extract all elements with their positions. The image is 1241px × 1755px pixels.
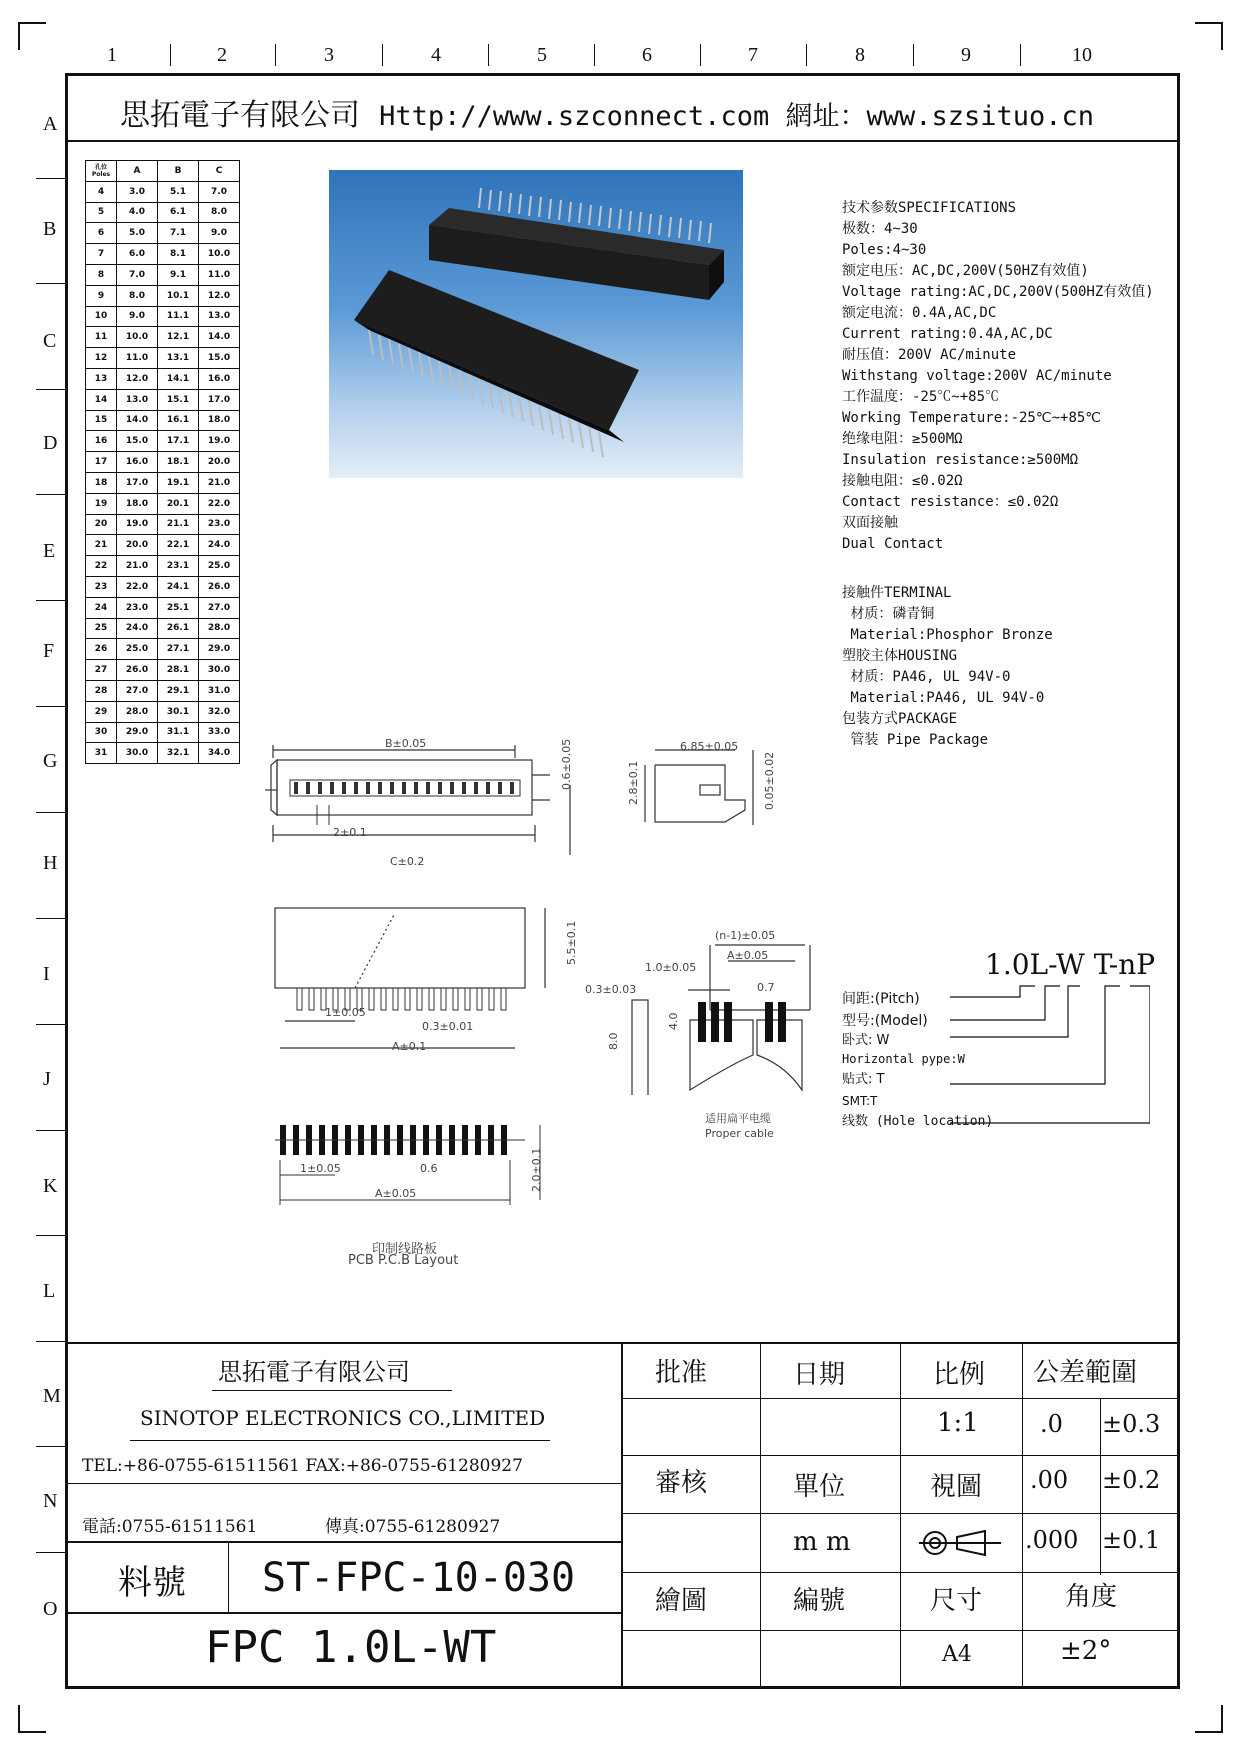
table-cell: 21.0 <box>199 472 240 493</box>
spec-line: 耐压值：200V AC/minute <box>842 347 1017 363</box>
table-cell: 25.0 <box>199 556 240 577</box>
material-line: 包装方式PACKAGE <box>842 711 958 727</box>
label-smt-cn: 贴式: T <box>842 1072 885 1087</box>
spec-line: Insulation resistance:≥500MΩ <box>842 452 1079 468</box>
table-row <box>86 535 240 556</box>
row-label: G <box>43 750 58 772</box>
table-cell: 9 <box>86 285 117 306</box>
row-label: M <box>43 1385 61 1407</box>
table-cell: 13 <box>86 368 117 389</box>
header-company: 思拓電子有限公司 <box>120 98 360 133</box>
spec-line: Working Temperature:-25℃~+85℃ <box>842 410 1102 426</box>
table-cell: 21.1 <box>158 514 199 535</box>
label-pin-w: 0.3±0.01 <box>422 1020 474 1033</box>
table-cell: 11.0 <box>117 348 158 369</box>
table-row <box>86 202 240 223</box>
dimension-table-body <box>86 181 240 763</box>
tb-tel-line: TEL:+86-0755-61511561 FAX:+86-0755-61280927 <box>82 1456 523 1476</box>
material-line: 材质：磷青铜 <box>842 606 935 622</box>
table-cell: 16.0 <box>117 452 158 473</box>
table-cell: 17.0 <box>117 472 158 493</box>
tb-tol-0-val: ±0.3 <box>1102 1410 1161 1438</box>
row-label: D <box>43 432 58 454</box>
table-cell: 25.0 <box>117 639 158 660</box>
spec-line: 接触电阻：≤0.02Ω <box>842 473 963 489</box>
label-pcb-a: A±0.05 <box>375 1187 417 1200</box>
label-pcb-en: PCB P.C.B Layout <box>348 1253 459 1268</box>
table-cell: 21 <box>86 535 117 556</box>
tb-tol-00-val: ±0.2 <box>1102 1466 1161 1494</box>
table-cell: 30.0 <box>117 743 158 764</box>
corner-mark-bl <box>18 1705 46 1733</box>
table-cell: 14.0 <box>117 410 158 431</box>
label-side-w: 6.85±0.05 <box>680 740 739 753</box>
table-cell: 9.1 <box>158 264 199 285</box>
col-label: 7 <box>748 44 758 66</box>
table-cell: 32.1 <box>158 743 199 764</box>
spec-line: 极数：4~30 <box>842 221 918 237</box>
product-photo <box>329 170 743 478</box>
tb-tel-cn: 電話:0755-61511561 <box>82 1517 258 1537</box>
table-cell: 19.1 <box>158 472 199 493</box>
table-cell: 17.1 <box>158 431 199 452</box>
spec-line: 双面接触 <box>842 515 898 531</box>
table-row <box>86 223 240 244</box>
label-pitch-mid: 1±0.05 <box>325 1006 366 1019</box>
tb-angle: ±2° <box>1060 1636 1112 1666</box>
table-cell: 18.1 <box>158 452 199 473</box>
table-row <box>86 368 240 389</box>
table-cell: 8.0 <box>199 202 240 223</box>
label-a-mid: A±0.1 <box>392 1040 427 1053</box>
row-label: I <box>43 963 50 985</box>
table-cell: 31 <box>86 743 117 764</box>
table-row <box>86 722 240 743</box>
label-front-h: 5.5±0.1 <box>565 920 578 965</box>
table-cell: 23.0 <box>117 597 158 618</box>
tb-company-cn: 思拓電子有限公司 <box>218 1358 410 1386</box>
table-cell: 20.0 <box>199 452 240 473</box>
col-label: 6 <box>642 44 652 66</box>
row-label: K <box>43 1175 58 1197</box>
table-row <box>86 306 240 327</box>
table-cell: 23.1 <box>158 556 199 577</box>
table-cell: 4 <box>86 181 117 202</box>
table-cell: 17 <box>86 452 117 473</box>
label-b-dim: B±0.05 <box>385 737 427 750</box>
table-cell: 24 <box>86 597 117 618</box>
table-cell: 23 <box>86 576 117 597</box>
label-cable-4: 4.0 <box>667 1012 680 1030</box>
row-label: L <box>43 1280 56 1302</box>
table-cell: 10 <box>86 306 117 327</box>
table-row <box>86 743 240 764</box>
table-row <box>86 452 240 473</box>
table-cell: 19.0 <box>199 431 240 452</box>
table-cell: 18.0 <box>199 410 240 431</box>
table-row <box>86 264 240 285</box>
col-label: 1 <box>107 44 117 66</box>
table-cell: 8 <box>86 264 117 285</box>
table-cell: 4.0 <box>117 202 158 223</box>
label-model: 型号:(Model) <box>842 1013 928 1029</box>
row-label: E <box>43 540 56 562</box>
side-view-drawing <box>625 740 775 850</box>
col-label: 5 <box>537 44 547 66</box>
table-header: C <box>199 161 240 182</box>
table-row <box>86 597 240 618</box>
tb-size: A4 <box>942 1642 972 1667</box>
table-row <box>86 618 240 639</box>
table-row <box>86 472 240 493</box>
tb-draw: 繪圖 <box>655 1586 708 1616</box>
label-horizontal-cn: 卧式: W <box>842 1033 890 1048</box>
table-cell: 28 <box>86 680 117 701</box>
table-header: 孔位 Poles <box>86 161 117 182</box>
table-cell: 11 <box>86 327 117 348</box>
table-cell: 14.1 <box>158 368 199 389</box>
tb-approve: 批准 <box>655 1358 708 1388</box>
spec-line: Voltage rating:AC,DC,200V(500HZ有效值) <box>842 284 1154 300</box>
table-row <box>86 285 240 306</box>
label-side-h: 2.8±0.1 <box>627 760 640 805</box>
cable-drawing <box>620 935 820 1095</box>
table-cell: 28.0 <box>199 618 240 639</box>
label-cable-en: Proper cable <box>705 1127 774 1140</box>
row-label: B <box>43 218 57 240</box>
label-pitch-top: 2±0.1 <box>333 826 367 839</box>
table-cell: 16 <box>86 431 117 452</box>
corner-mark-tl <box>18 22 46 50</box>
tb-tol-00: .00 <box>1030 1466 1069 1494</box>
table-cell: 25.1 <box>158 597 199 618</box>
table-cell: 9.0 <box>199 223 240 244</box>
table-cell: 31.0 <box>199 680 240 701</box>
tb-size-label: 尺寸 <box>930 1586 983 1616</box>
table-cell: 10.0 <box>117 327 158 348</box>
spec-line: 额定电流：0.4A,AC,DC <box>842 305 997 321</box>
table-cell: 19 <box>86 493 117 514</box>
tb-unit-label: 單位 <box>793 1472 846 1502</box>
table-cell: 26.0 <box>199 576 240 597</box>
tb-part-label: 料號 <box>118 1563 186 1603</box>
table-cell: 31.1 <box>158 722 199 743</box>
label-c-dim: C±0.2 <box>390 855 425 868</box>
table-cell: 8.0 <box>117 285 158 306</box>
label-cable-8: 8.0 <box>607 1032 620 1050</box>
table-cell: 6 <box>86 223 117 244</box>
tb-fax-cn: 傳真:0755-61280927 <box>325 1517 501 1537</box>
table-cell: 7 <box>86 244 117 265</box>
table-cell: 21.0 <box>117 556 158 577</box>
table-row <box>86 701 240 722</box>
spec-line: Withstang voltage:200V AC/minute <box>842 368 1112 384</box>
table-row <box>86 431 240 452</box>
spec-line: Poles:4~30 <box>842 242 927 258</box>
header-url: Http://www.szconnect.com 網址：www.szsituo.cn <box>379 101 1095 132</box>
table-cell: 24.0 <box>117 618 158 639</box>
row-label: N <box>43 1490 58 1512</box>
table-cell: 26.0 <box>117 660 158 681</box>
table-cell: 33.0 <box>199 722 240 743</box>
page-header <box>120 90 1094 134</box>
table-cell: 5 <box>86 202 117 223</box>
table-cell: 5.1 <box>158 181 199 202</box>
spec-line: 工作温度：-25℃~+85℃ <box>842 389 1000 405</box>
table-cell: 12.1 <box>158 327 199 348</box>
table-cell: 7.0 <box>117 264 158 285</box>
table-cell: 15.1 <box>158 389 199 410</box>
row-label: J <box>43 1068 51 1090</box>
tb-review: 審核 <box>655 1468 708 1498</box>
table-cell: 30 <box>86 722 117 743</box>
label-cable-07: 0.7 <box>757 981 775 994</box>
table-cell: 14 <box>86 389 117 410</box>
table-cell: 28.0 <box>117 701 158 722</box>
spec-line: 技术参数SPECIFICATIONS <box>842 200 1017 216</box>
spec-line: Contact resistance：≤0.02Ω <box>842 494 1059 510</box>
table-row <box>86 576 240 597</box>
table-cell: 22.0 <box>199 493 240 514</box>
col-label: 4 <box>431 44 441 66</box>
table-cell: 27.0 <box>117 680 158 701</box>
tb-tol-000: .000 <box>1025 1526 1079 1554</box>
material-line: Material:Phosphor Bronze <box>842 627 1053 643</box>
table-cell: 32.0 <box>199 701 240 722</box>
label-pcb-pad: 0.6 <box>420 1162 438 1175</box>
table-cell: 22.1 <box>158 535 199 556</box>
tb-angle-label: 角度 <box>1065 1582 1118 1612</box>
table-cell: 16.1 <box>158 410 199 431</box>
table-cell: 18 <box>86 472 117 493</box>
material-line: 材质：PA46, UL 94V-0 <box>842 669 1011 685</box>
table-header: B <box>158 161 199 182</box>
spec-line: 额定电压：AC,DC,200V(50HZ有效值) <box>842 263 1089 279</box>
table-cell: 8.1 <box>158 244 199 265</box>
tb-unit: m m <box>793 1527 851 1557</box>
table-cell: 26 <box>86 639 117 660</box>
table-row <box>86 660 240 681</box>
label-side-g: 0.05±0.02 <box>763 751 776 810</box>
spec-line: Current rating:0.4A,AC,DC <box>842 326 1053 342</box>
table-cell: 20.1 <box>158 493 199 514</box>
table-cell: 16.0 <box>199 368 240 389</box>
table-cell: 29.1 <box>158 680 199 701</box>
table-cell: 19.0 <box>117 514 158 535</box>
table-cell: 20 <box>86 514 117 535</box>
table-cell: 15.0 <box>117 431 158 452</box>
table-cell: 29 <box>86 701 117 722</box>
table-cell: 29.0 <box>199 639 240 660</box>
tb-scale: 1:1 <box>937 1408 979 1438</box>
tb-tol-label: 公差範圍 <box>1033 1358 1138 1388</box>
label-pcb-pitch: 1±0.05 <box>300 1162 341 1175</box>
table-row <box>86 389 240 410</box>
col-label: 3 <box>324 44 334 66</box>
table-cell: 12.0 <box>199 285 240 306</box>
tb-view-label: 視圖 <box>930 1472 983 1502</box>
table-cell: 7.0 <box>199 181 240 202</box>
col-label: 10 <box>1072 44 1092 66</box>
material-list <box>842 583 1053 751</box>
table-row <box>86 680 240 701</box>
spec-line: Dual Contact <box>842 536 944 552</box>
table-cell: 22.0 <box>117 576 158 597</box>
dimension-table <box>85 160 240 764</box>
part-code-labels <box>842 988 993 1133</box>
table-cell: 11.0 <box>199 264 240 285</box>
table-cell: 6.1 <box>158 202 199 223</box>
material-line: Material:PA46, UL 94V-0 <box>842 690 1045 706</box>
table-cell: 13.1 <box>158 348 199 369</box>
tb-company-en: SINOTOP ELECTRONICS CO.,LIMITED <box>140 1406 546 1430</box>
table-cell: 13.0 <box>117 389 158 410</box>
table-cell: 23.0 <box>199 514 240 535</box>
table-header: A <box>117 161 158 182</box>
col-label: 2 <box>217 44 227 66</box>
label-smt-en: SMT:T <box>842 1094 878 1108</box>
table-cell: 15.0 <box>199 348 240 369</box>
material-line: 塑胶主体HOUSING <box>842 648 958 664</box>
label-hole: 线数 (Hole location) <box>842 1114 994 1129</box>
row-label: O <box>43 1598 58 1620</box>
table-cell: 15 <box>86 410 117 431</box>
table-cell: 26.1 <box>158 618 199 639</box>
connector-photo-art <box>329 170 743 478</box>
label-height-06: 0.6±0.05 <box>560 738 573 790</box>
material-line: 管装 Pipe Package <box>842 732 989 748</box>
table-cell: 18.0 <box>117 493 158 514</box>
table-row <box>86 181 240 202</box>
table-row <box>86 514 240 535</box>
col-label: 8 <box>855 44 865 66</box>
table-row <box>86 327 240 348</box>
table-cell: 25 <box>86 618 117 639</box>
row-label: F <box>43 640 55 662</box>
table-cell: 7.1 <box>158 223 199 244</box>
table-cell: 29.0 <box>117 722 158 743</box>
front-view-drawing <box>265 898 585 1058</box>
tb-part-no: ST-FPC-10-030 <box>262 1555 576 1601</box>
table-cell: 12 <box>86 348 117 369</box>
tb-tol-000-val: ±0.1 <box>1102 1526 1161 1554</box>
table-cell: 5.0 <box>117 223 158 244</box>
table-cell: 27 <box>86 660 117 681</box>
table-row <box>86 348 240 369</box>
row-label: C <box>43 330 57 352</box>
label-cable-total: (n-1)±0.05 <box>715 929 776 942</box>
table-cell: 27.1 <box>158 639 199 660</box>
table-cell: 20.0 <box>117 535 158 556</box>
table-row <box>86 639 240 660</box>
table-cell: 14.0 <box>199 327 240 348</box>
table-cell: 12.0 <box>117 368 158 389</box>
table-cell: 30.0 <box>199 660 240 681</box>
label-cable-a: A±0.05 <box>727 949 769 962</box>
table-cell: 28.1 <box>158 660 199 681</box>
spec-list <box>842 198 1154 555</box>
top-view-drawing <box>265 730 595 870</box>
table-cell: 24.0 <box>199 535 240 556</box>
table-cell: 3.0 <box>117 181 158 202</box>
table-row <box>86 244 240 265</box>
tb-tol-0: .0 <box>1040 1410 1063 1438</box>
table-cell: 6.0 <box>117 244 158 265</box>
label-pitch: 间距:(Pitch) <box>842 991 920 1007</box>
tb-scale-label: 比例 <box>933 1360 986 1390</box>
table-cell: 13.0 <box>199 306 240 327</box>
table-row <box>86 410 240 431</box>
material-line: 接触件TERMINAL <box>842 585 952 601</box>
label-pcb-cn: 印制线路板 <box>372 1242 438 1257</box>
table-cell: 22 <box>86 556 117 577</box>
label-cable-pitch: 1.0±0.05 <box>645 961 697 974</box>
spec-line: 绝缘电阻：≥500MΩ <box>842 431 963 447</box>
label-pcb-h: 2.0±0.1 <box>530 1147 543 1192</box>
table-cell: 34.0 <box>199 743 240 764</box>
table-cell: 11.1 <box>158 306 199 327</box>
row-label: H <box>43 852 58 874</box>
tb-product: FPC 1.0L-WT <box>205 1622 497 1673</box>
label-horizontal-en: Horizontal pype:W <box>842 1052 965 1066</box>
table-row <box>86 556 240 577</box>
corner-mark-tr <box>1195 22 1223 50</box>
table-cell: 27.0 <box>199 597 240 618</box>
table-cell: 17.0 <box>199 389 240 410</box>
table-cell: 10.1 <box>158 285 199 306</box>
row-label: A <box>43 113 58 135</box>
table-row <box>86 493 240 514</box>
col-label: 9 <box>961 44 971 66</box>
tb-date: 日期 <box>793 1360 846 1390</box>
table-cell: 10.0 <box>199 244 240 265</box>
table-cell: 9.0 <box>117 306 158 327</box>
projection-symbol-icon <box>915 1525 1005 1561</box>
part-code: 1.0L-W T-nP <box>985 948 1156 981</box>
corner-mark-br <box>1195 1705 1223 1733</box>
table-cell: 30.1 <box>158 701 199 722</box>
tb-number: 編號 <box>793 1586 846 1616</box>
label-cable-cn: 适用扁平电缆 <box>705 1112 771 1125</box>
label-cable-t: 0.3±0.03 <box>585 983 637 996</box>
table-cell: 24.1 <box>158 576 199 597</box>
